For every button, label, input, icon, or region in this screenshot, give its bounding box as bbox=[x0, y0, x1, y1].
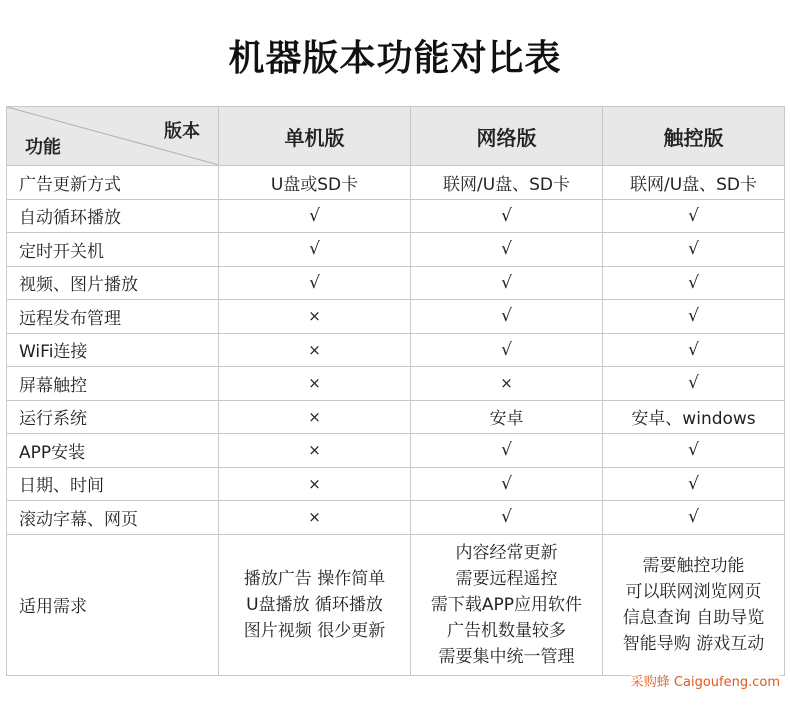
cross-mark: × bbox=[219, 400, 411, 434]
check-mark: √ bbox=[219, 199, 411, 233]
feature-cell: 滚动字幕、网页 bbox=[7, 501, 219, 535]
column-header-standalone: 单机版 bbox=[219, 107, 411, 166]
table-row-needs bbox=[7, 534, 785, 675]
check-mark: √ bbox=[603, 434, 785, 468]
needs-cell-network bbox=[411, 534, 603, 675]
feature-cell: WiFi连接 bbox=[7, 333, 219, 367]
corner-version-label: 版本 bbox=[164, 121, 200, 142]
cross-mark: × bbox=[219, 467, 411, 501]
check-mark: √ bbox=[603, 367, 785, 401]
needs-line: U盘播放 循环播放 bbox=[246, 594, 383, 615]
table-row bbox=[7, 367, 785, 401]
corner-feature-label: 功能 bbox=[25, 137, 61, 158]
needs-line: 需要集中统一管理 bbox=[438, 646, 575, 667]
needs-line: 智能导购 游戏互动 bbox=[622, 633, 765, 654]
needs-cell-touch bbox=[603, 534, 785, 675]
needs-line: 内容经常更新 bbox=[455, 542, 558, 563]
needs-line: 广告机数量较多 bbox=[447, 620, 566, 641]
check-mark: √ bbox=[603, 467, 785, 501]
table-row bbox=[7, 300, 785, 334]
needs-line: 可以联网浏览网页 bbox=[625, 581, 762, 602]
needs-line: 图片视频 很少更新 bbox=[243, 620, 386, 641]
check-mark: √ bbox=[411, 266, 603, 300]
watermark: 采购蜂 Caigoufeng.com bbox=[631, 671, 780, 690]
table-row bbox=[7, 266, 785, 300]
table-body bbox=[7, 166, 785, 535]
needs-line: 播放广告 操作简单 bbox=[243, 568, 386, 589]
value-cell: 安卓 bbox=[411, 400, 603, 434]
page-title: 机器版本功能对比表 bbox=[228, 38, 562, 79]
needs-cell-standalone bbox=[219, 534, 411, 675]
needs-line: 需要远程遥控 bbox=[455, 568, 558, 589]
feature-cell: 日期、时间 bbox=[7, 467, 219, 501]
value-cell: 安卓、windows bbox=[603, 400, 785, 434]
column-header-network: 网络版 bbox=[411, 107, 603, 166]
check-mark: √ bbox=[411, 300, 603, 334]
table-row bbox=[7, 400, 785, 434]
feature-cell: 适用需求 bbox=[7, 534, 219, 675]
check-mark: √ bbox=[603, 333, 785, 367]
check-mark: √ bbox=[411, 333, 603, 367]
needs-line: 需下载APP应用软件 bbox=[430, 594, 583, 615]
check-mark: √ bbox=[219, 266, 411, 300]
feature-cell: 运行系统 bbox=[7, 400, 219, 434]
table-row bbox=[7, 333, 785, 367]
feature-cell: 远程发布管理 bbox=[7, 300, 219, 334]
check-mark: √ bbox=[411, 467, 603, 501]
table-row bbox=[7, 199, 785, 233]
check-mark: √ bbox=[411, 233, 603, 267]
check-mark: √ bbox=[411, 501, 603, 535]
corner-header bbox=[7, 107, 219, 166]
check-mark: √ bbox=[603, 199, 785, 233]
check-mark: √ bbox=[603, 233, 785, 267]
check-mark: √ bbox=[603, 266, 785, 300]
cross-mark: × bbox=[219, 333, 411, 367]
column-header-touch: 触控版 bbox=[603, 107, 785, 166]
cross-mark: × bbox=[219, 300, 411, 334]
table-row bbox=[7, 434, 785, 468]
check-mark: √ bbox=[603, 300, 785, 334]
cross-mark: × bbox=[219, 367, 411, 401]
feature-cell: 定时开关机 bbox=[7, 233, 219, 267]
header-row bbox=[7, 107, 785, 166]
table-row bbox=[7, 233, 785, 267]
feature-cell: 视频、图片播放 bbox=[7, 266, 219, 300]
table-row bbox=[7, 467, 785, 501]
value-cell: 联网/U盘、SD卡 bbox=[603, 166, 785, 200]
table-row bbox=[7, 501, 785, 535]
feature-cell: APP安装 bbox=[7, 434, 219, 468]
cross-mark: × bbox=[219, 501, 411, 535]
cross-mark: × bbox=[219, 434, 411, 468]
needs-line: 信息查询 自助导览 bbox=[622, 607, 765, 628]
check-mark: √ bbox=[411, 434, 603, 468]
feature-cell: 屏幕触控 bbox=[7, 367, 219, 401]
feature-cell: 广告更新方式 bbox=[7, 166, 219, 200]
value-cell: U盘或SD卡 bbox=[219, 166, 411, 200]
check-mark: √ bbox=[411, 199, 603, 233]
comparison-table bbox=[6, 106, 785, 676]
needs-line: 需要触控功能 bbox=[642, 555, 745, 576]
check-mark: √ bbox=[603, 501, 785, 535]
value-cell: 联网/U盘、SD卡 bbox=[411, 166, 603, 200]
cross-mark: × bbox=[411, 367, 603, 401]
table-row bbox=[7, 166, 785, 200]
feature-cell: 自动循环播放 bbox=[7, 199, 219, 233]
check-mark: √ bbox=[219, 233, 411, 267]
